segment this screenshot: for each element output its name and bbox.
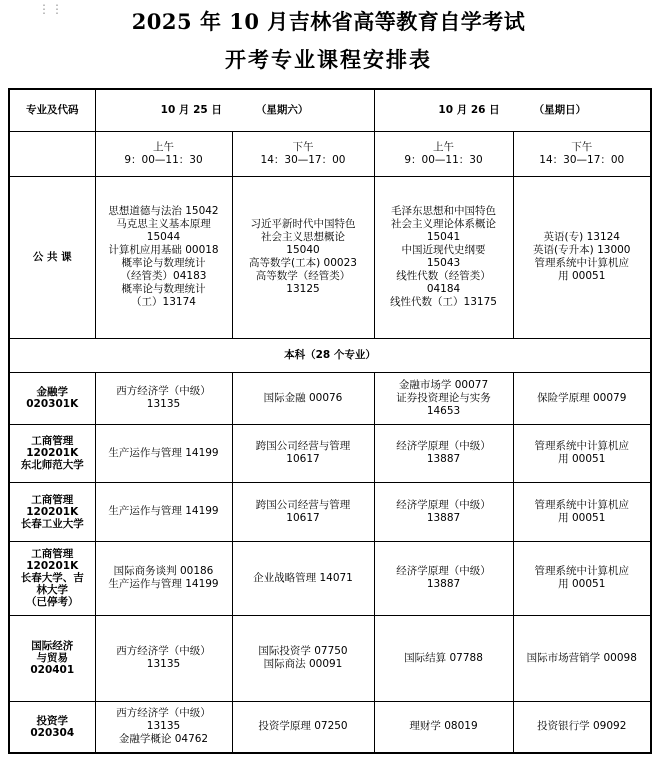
cell-line: 管理系统中计算机应 [534, 440, 630, 452]
course-cell [374, 372, 513, 424]
course-cell [374, 482, 513, 541]
cell-line: 管理系统中计算机应 [534, 257, 630, 269]
day-1-date: 10 月 25 日 [160, 103, 222, 116]
course-cell [95, 701, 232, 753]
cell-line: 13887 [426, 453, 461, 465]
cell-line: 15043 [426, 257, 461, 269]
course-cell [513, 701, 651, 753]
major-row [9, 482, 651, 541]
course-cell [232, 372, 374, 424]
course-cell [374, 701, 513, 753]
course-cell [374, 615, 513, 701]
cell-line: 金融学 [36, 386, 68, 398]
cell-line: （经管类）04183 [120, 270, 207, 282]
cell-line: 经济学原理（中级） [396, 440, 491, 452]
cell-line: 10617 [286, 511, 320, 524]
public-course-label: 公 共 课 [9, 176, 95, 338]
cell-line: 中国近现代史纲要 [401, 244, 486, 256]
course-cell [232, 615, 374, 701]
course-cell [513, 424, 651, 482]
cell-line: 西方经济学（中级） [116, 707, 211, 720]
major-name [9, 541, 95, 615]
cell-line: 用 00051 [558, 270, 606, 282]
cell-line: 生产运作与管理 14199 [108, 505, 219, 517]
cell-line: 与贸易 [36, 652, 68, 664]
cell-line: 13887 [426, 511, 461, 524]
cell-line: 国际经济 [31, 640, 74, 652]
cell-line: 线性代数（工）13175 [390, 296, 497, 308]
course-cell [232, 482, 374, 541]
major-name [9, 482, 95, 541]
cell-line: 经济学原理（中级） [396, 565, 491, 577]
day-2-weekday: （星期日） [533, 103, 587, 116]
session-time: 9：00—11：30 [124, 153, 203, 166]
cell-line: 金融市场学 00077 [398, 378, 489, 391]
cell-line: 计算机应用基础 00018 [108, 244, 219, 256]
cell-line: 国际金融 00076 [263, 391, 343, 404]
course-cell [374, 541, 513, 615]
cell-line: 04184 [426, 283, 461, 295]
session-label: 下午 [571, 140, 593, 153]
public-course-row [9, 176, 651, 338]
cell-line: 120201K [26, 560, 79, 572]
cell-line: 社会主义思想概论 [261, 231, 345, 243]
major-row [9, 372, 651, 424]
session-label: 上午 [153, 140, 174, 153]
header-row [9, 89, 651, 131]
cell-line: 国际商务谈判 00186 [113, 565, 214, 577]
session-row [9, 131, 651, 176]
cell-line: 高等数学（经管类） [255, 270, 351, 282]
cell-line: 英语(专) 13124 [543, 231, 620, 243]
cell-line: 企业战略管理 14071 [253, 571, 353, 584]
schedule-table [8, 88, 652, 754]
cell-line: 020304 [30, 726, 75, 739]
cell-line: 马克思主义基本原理 [116, 218, 211, 230]
day-2-date: 10 月 26 日 [438, 103, 500, 116]
cell-line: 用 00051 [558, 578, 606, 590]
cell-line: 工商管理 [31, 548, 74, 560]
cell-line: 14653 [426, 404, 461, 417]
session-time: 14：30—17：00 [539, 153, 625, 166]
cell-line: 13135 [146, 658, 181, 670]
cell-line: 概率论与数理统计 [121, 257, 206, 269]
cell-line: 15044 [146, 231, 181, 243]
cell-line: 15041 [426, 231, 461, 243]
cell-line: （已停考） [26, 596, 79, 608]
cell-line: 020401 [30, 664, 75, 676]
section-title: 本科（28 个专业） [9, 338, 651, 372]
course-cell [95, 176, 232, 338]
cell-line: 理财学 08019 [409, 720, 478, 733]
cell-line: 跨国公司经营与管理 [255, 498, 351, 511]
cell-line: 思想道德与法治 15042 [108, 205, 219, 217]
cell-line: 生产运作与管理 14199 [108, 446, 219, 459]
cell-line: 长春大学、吉 [20, 572, 84, 584]
course-cell [374, 424, 513, 482]
session-blank [9, 131, 95, 176]
day-1-weekday: （星期六） [255, 103, 309, 116]
title-line-1: 2025 年 10 月吉林省高等教育自学考试 [131, 9, 526, 34]
cell-line: 国际市场营销学 00098 [526, 651, 637, 664]
session-label: 上午 [433, 140, 455, 153]
major-name [9, 424, 95, 482]
cell-line: 长春工业大学 [20, 517, 84, 530]
cell-line: 投资学原理 07250 [258, 720, 348, 733]
session-time: 9：00—11：30 [404, 153, 483, 166]
cell-line: 13135 [146, 720, 181, 733]
cell-line: 国际商法 00091 [263, 658, 343, 670]
cell-line: 工商管理 [31, 435, 74, 447]
cell-line: 西方经济学（中级） [116, 385, 211, 397]
cell-line: 10617 [286, 453, 320, 465]
cell-line: （工）13174 [131, 296, 196, 308]
cell-line: 用 00051 [558, 453, 606, 465]
session-cell [232, 131, 374, 176]
cell-line: 林大学 [36, 584, 68, 596]
cell-line: 020301K [26, 398, 79, 410]
cell-line: 国际投资学 07750 [258, 645, 348, 657]
course-cell [95, 615, 232, 701]
header-major-code: 专业及代码 [9, 89, 95, 131]
cell-line: 工商管理 [31, 493, 74, 506]
cell-line: 线性代数（经管类） [396, 270, 491, 282]
major-row [9, 424, 651, 482]
cell-line: 习近平新时代中国特色 [250, 218, 356, 230]
cell-line: 东北师范大学 [20, 459, 84, 471]
title-line-2: 开考专业课程安排表 [225, 47, 432, 72]
cell-line: 概率论与数理统计 [121, 283, 206, 295]
course-cell [95, 482, 232, 541]
drag-handle-icon[interactable]: ⋮⋮ [38, 2, 64, 16]
section-row [9, 338, 651, 372]
major-name [9, 701, 95, 753]
course-cell [513, 176, 651, 338]
session-cell [374, 131, 513, 176]
cell-line: 投资银行学 09092 [537, 720, 627, 733]
major-name [9, 372, 95, 424]
cell-line: 120201K [26, 447, 79, 459]
course-cell [232, 176, 374, 338]
cell-line: 英语(专升本) 13000 [533, 244, 631, 256]
cell-line: 管理系统中计算机应 [534, 498, 630, 511]
session-time: 14：30—17：00 [260, 153, 346, 166]
cell-line: 高等数学(工本) 00023 [249, 257, 357, 269]
header-day-2 [374, 89, 651, 131]
cell-line: 保险学原理 00079 [537, 391, 627, 404]
course-cell [232, 541, 374, 615]
course-cell [374, 176, 513, 338]
cell-line: 西方经济学（中级） [116, 645, 211, 657]
header-day-1 [95, 89, 374, 131]
cell-line: 120201K [26, 505, 79, 518]
cell-line: 经济学原理（中级） [396, 498, 491, 511]
session-label: 下午 [292, 140, 314, 153]
course-cell [513, 372, 651, 424]
major-row [9, 615, 651, 701]
course-cell [95, 372, 232, 424]
course-cell [513, 541, 651, 615]
cell-line: 跨国公司经营与管理 [255, 440, 351, 452]
cell-line: 毛泽东思想和中国特色 [391, 205, 497, 217]
cell-line: 15040 [286, 244, 320, 256]
cell-line: 证券投资理论与实务 [396, 391, 491, 404]
cell-line: 13887 [426, 578, 461, 590]
course-cell [513, 482, 651, 541]
cell-line: 社会主义理论体系概论 [391, 218, 497, 230]
major-name [9, 615, 95, 701]
course-cell [95, 424, 232, 482]
cell-line: 管理系统中计算机应 [534, 565, 630, 577]
course-cell [513, 615, 651, 701]
major-row [9, 541, 651, 615]
cell-line: 金融学概论 04762 [118, 733, 209, 746]
course-cell [232, 424, 374, 482]
cell-line: 投资学 [36, 714, 68, 727]
course-cell [232, 701, 374, 753]
cell-line: 生产运作与管理 14199 [108, 578, 219, 590]
cell-line: 国际结算 07788 [404, 651, 483, 664]
session-cell [95, 131, 232, 176]
major-row [9, 701, 651, 753]
course-cell [95, 541, 232, 615]
cell-line: 13125 [286, 283, 320, 295]
cell-line: 13135 [146, 398, 181, 410]
cell-line: 用 00051 [558, 511, 606, 524]
session-cell [513, 131, 651, 176]
